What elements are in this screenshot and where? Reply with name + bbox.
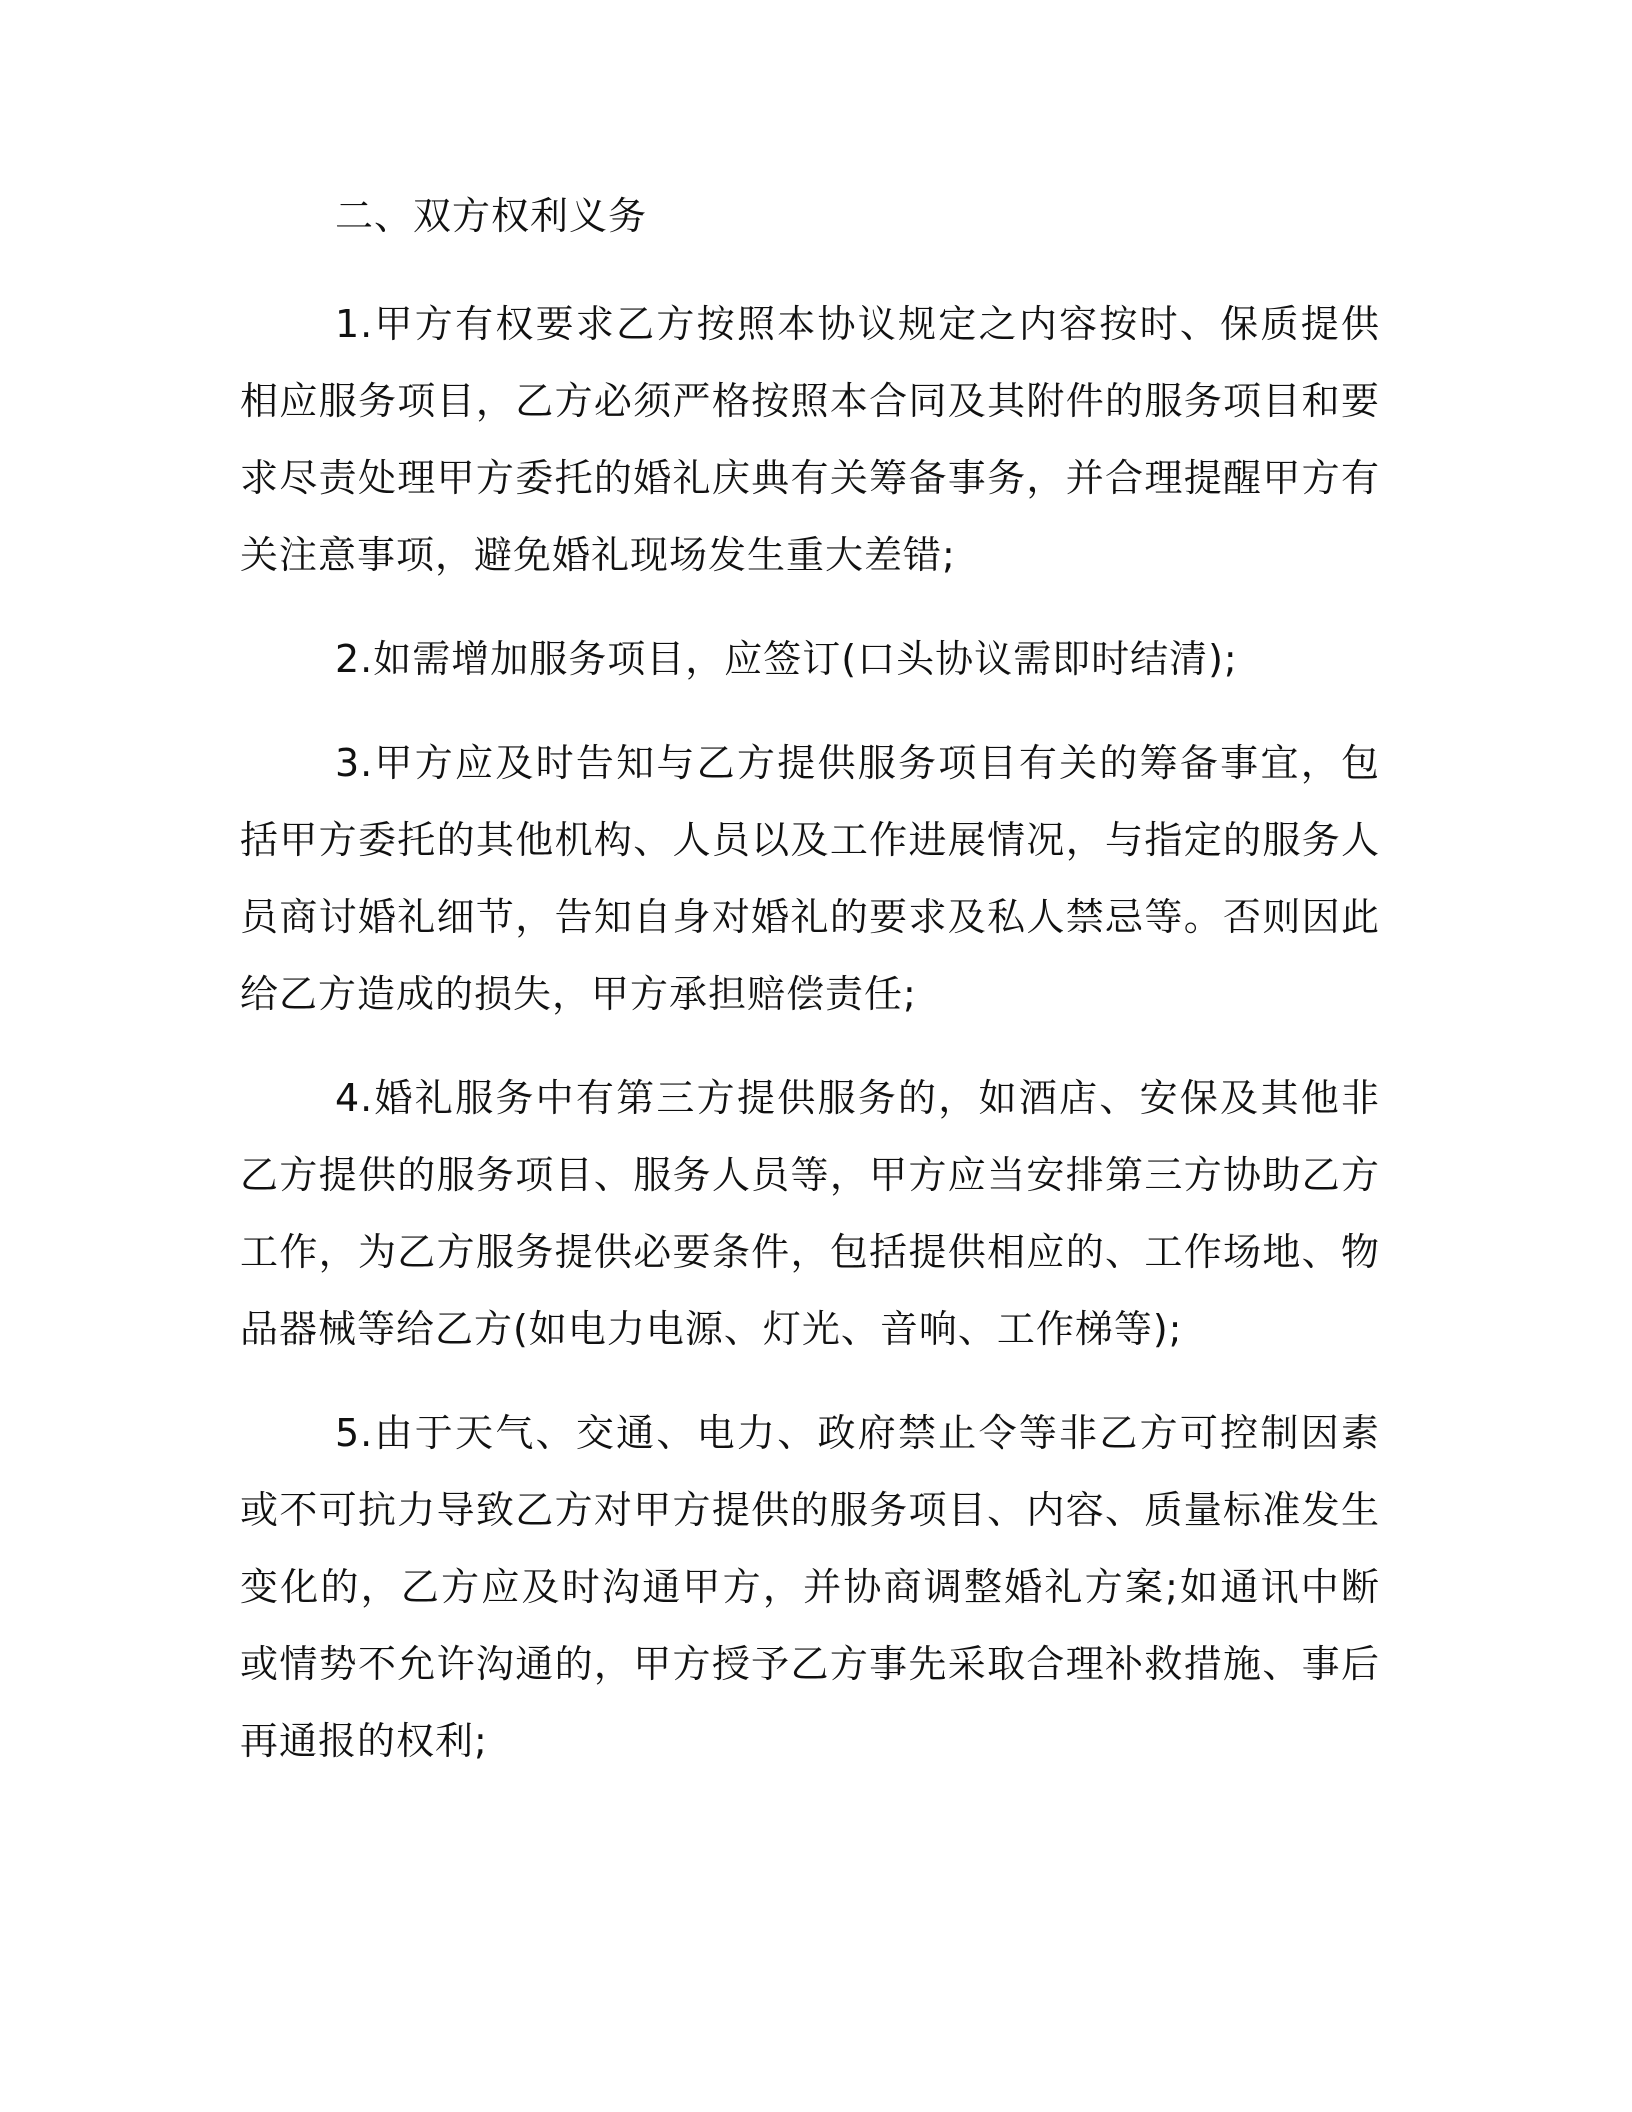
document-page bbox=[240, 190, 1380, 1807]
section-heading: 二、双方权利义务 bbox=[335, 194, 648, 238]
clause-2: 2.如需增加服务项目，应签订(口头协议需即时结清); bbox=[335, 637, 1238, 681]
clause-4: 4.婚礼服务中有第三方提供服务的，如酒店、安保及其他非乙方提供的服务项目、服务人员等，甲方应当安排第三方协助乙方工作，为乙方服务提供必要条件，包括提供相应的、工作场地、物品器械等给乙方(如电力电源、灯光、音响、工作梯等); bbox=[240, 1076, 1380, 1351]
clause-3: 3.甲方应及时告知与乙方提供服务项目有关的筹备事宜，包括甲方委托的其他机构、人员以及工作进展情况，与指定的服务人员商讨婚礼细节，告知自身对婚礼的要求及私人禁忌等。否则因此给乙方造成的损失，甲方承担赔偿责任; bbox=[240, 741, 1380, 1016]
clause-5: 5.由于天气、交通、电力、政府禁止令等非乙方可控制因素或不可抗力导致乙方对甲方提供的服务项目、内容、质量标准发生变化的，乙方应及时沟通甲方，并协商调整婚礼方案;如通讯中断或情势不允许沟通的，甲方授予乙方事先采取合理补救措施、事后再通报的权利; bbox=[240, 1411, 1380, 1763]
clause-1: 1.甲方有权要求乙方按照本协议规定之内容按时、保质提供相应服务项目，乙方必须严格按照本合同及其附件的服务项目和要求尽责处理甲方委托的婚礼庆典有关筹备事务，并合理提醒甲方有关注意事项，避免婚礼现场发生重大差错; bbox=[240, 302, 1380, 577]
